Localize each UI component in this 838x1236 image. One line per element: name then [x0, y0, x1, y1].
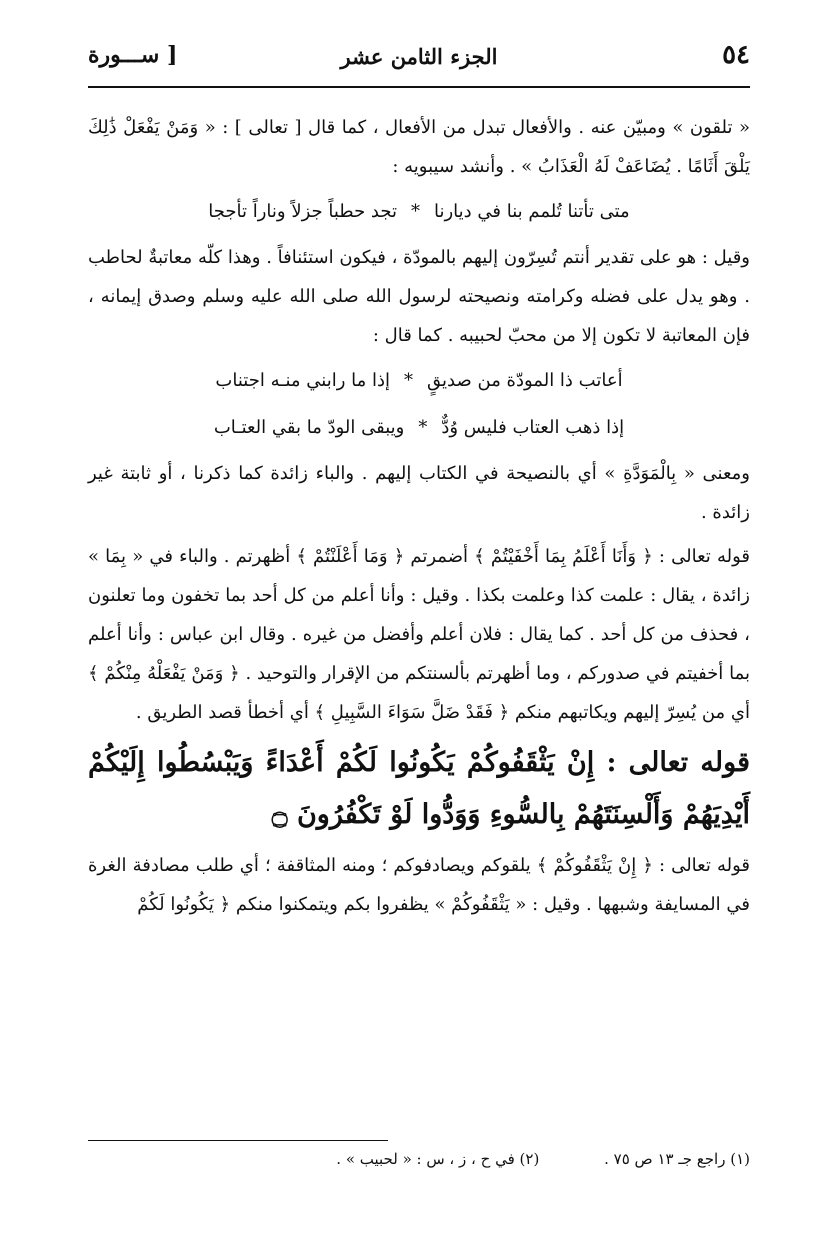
- verse-1-first-hemistich: متى تأتنا تُلمم بنا في ديارنا: [434, 201, 630, 222]
- verse-2-first-hemistich: أعاتب ذا المودّة من صديقٍ: [427, 370, 623, 391]
- header-rule: [88, 86, 750, 88]
- footnote-1: (١) راجع جـ ١٣ ص ٧٥ .: [604, 1150, 750, 1168]
- poem-verse-1: [128, 191, 710, 232]
- verse-separator-star: *: [411, 201, 420, 222]
- verse-separator-star: *: [418, 417, 428, 438]
- verse-3-first-hemistich: إذا ذهب العتاب فليس وُدٌّ: [441, 417, 625, 438]
- page-number: ٥٤: [722, 40, 750, 70]
- paragraph-1: « تلقون » ومبيّن عنه . والأفعال تبدل من الأفعال ، كما قال [ تعالى ] : « وَمَنْ يَفْعَلْ ذَٰلِكَ يَلْقَ أَثَامًا . يُضَاعَفْ لَهُ الْعَذَابُ » . وأنشد سيبويه :: [88, 117, 750, 177]
- verse-separator-star: *: [404, 370, 414, 391]
- sura-label: [ ســـورة: [88, 42, 178, 68]
- quran-verse-block: قوله تعالى : إِنْ يَثْقَفُوكُمْ يَكُونُوا لَكُمْ أَعْدَاءً وَيَبْسُطُوا إِلَيْكُمْ أَيْدِيَهُمْ وَأَلْسِنَتَهُمْ بِالسُّوءِ وَوَدُّوا لَوْ تَكْفُرُونَ ۝: [88, 747, 750, 830]
- footnote-rule: [88, 1140, 388, 1141]
- paragraph-2: وقيل : هو على تقدير أنتم تُسِرّون إليهم بالمودّة ، فيكون استئنافاً . وهذا كلّه معاتبةٌ لحاطب . وهو يدل على فضله وكرامته ونصيحته لرسول الله صلى الله عليه وسلم وصدق إيمانه ، فإن المعاتبة لا تكون إلا من محبّ لحبيبه . كما قال :: [88, 247, 750, 346]
- page-body: [88, 108, 750, 929]
- paragraph-4: قوله تعالى : ﴿ وَأَنَا أَعْلَمُ بِمَا أَخْفَيْتُمْ ﴾ أضمرتم ﴿ وَمَا أَعْلَنْتُمْ ﴾ أظهرتم . والباء في « بِمَا » زائدة ، يقال : علمت كذا وعلمت بكذا . وقيل : وأنا أعلم من كل أحد بما تخفون وما تعلنون ، فحذف من كل أحد . كما يقال : فلان أعلم وأفضل من غيره . وقال ابن عباس : وأنا أعلم بما أخفيتم في صدوركم ، وما أظهرتم بألسنتكم من الإقرار والتوحيد . ﴿ وَمَنْ يَفْعَلْهُ مِنْكُمْ ﴾ أي من يُسِرّ إليهم ويكاتبهم منكم ﴿ فَقَدْ ضَلَّ سَوَاءَ السَّبِيلِ ﴾ أي أخطأ قصد الطريق .: [88, 546, 750, 723]
- page-header: [88, 40, 750, 80]
- poem-verse-3: [128, 407, 710, 448]
- footnotes: [88, 1150, 750, 1168]
- verse-2-second-hemistich: إذا ما رابني منـه اجتناب: [215, 370, 391, 391]
- verse-3-second-hemistich: ويبقى الودّ ما بقي العتـاب: [213, 417, 405, 438]
- poem-verse-2: [128, 360, 710, 401]
- running-title: الجزء الثامن عشر: [340, 44, 498, 69]
- verse-1-second-hemistich: تجد حطباً جزلاً وناراً تأججا: [208, 201, 397, 222]
- paragraph-6: قوله تعالى : ﴿ إِنْ يَثْقَفُوكُمْ ﴾ يلقوكم ويصادفوكم ؛ ومنه المثاقفة ؛ أي طلب مصادفة الغرة في المسايفة وشبهها . وقيل : « يَثْقَفُوكُمْ » يظفروا بكم ويتمكنوا منكم ﴿ يَكُونُوا لَكُمْ: [88, 855, 750, 915]
- footnote-2: (٢) في ح ، ز ، س : « لحبيب » .: [336, 1150, 540, 1168]
- paragraph-3: ومعنى « بِالْمَوَدَّةِ » أي بالنصيحة في الكتاب إليهم . والباء زائدة كما ذكرنا ، أو ثابتة غير زائدة .: [88, 463, 750, 523]
